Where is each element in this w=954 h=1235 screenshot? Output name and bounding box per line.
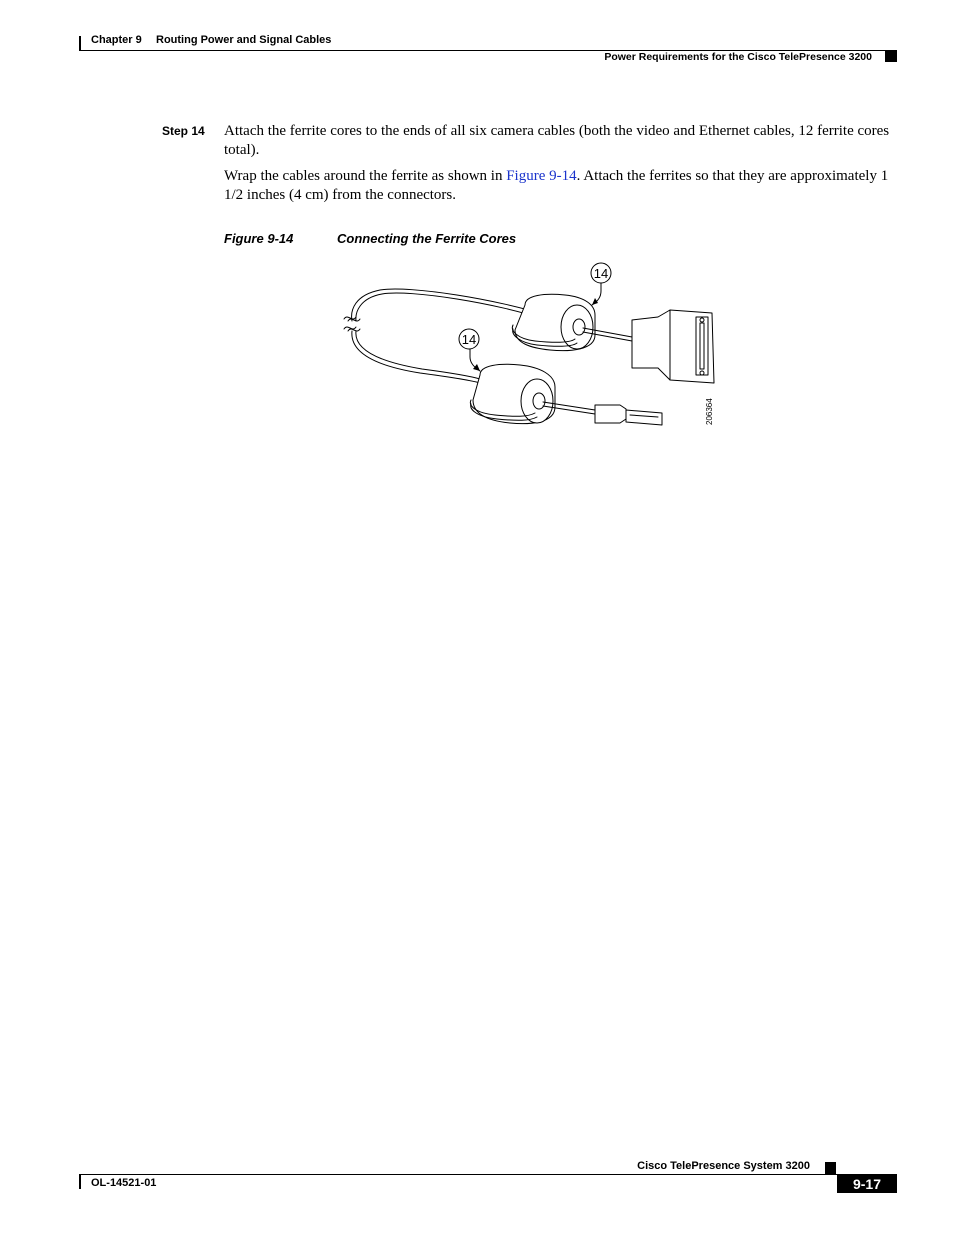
footer-page-number: 9-17	[837, 1175, 897, 1193]
header-left-bar	[79, 36, 81, 51]
footer-left-bar	[79, 1174, 81, 1189]
db-connector	[632, 310, 714, 383]
art-id: 206364	[705, 398, 714, 425]
footer-title: Cisco TelePresence System 3200	[637, 1160, 810, 1172]
header-block	[885, 51, 897, 62]
step-text: Attach the ferrite cores to the ends of all six camera cables (both the video and Ethernet cables, 12 ferrite cores total).	[224, 123, 890, 158]
lower-ferrite	[470, 364, 555, 423]
header-chapter-title: Routing Power and Signal Cables	[156, 34, 332, 46]
header-chapter: Chapter 9	[91, 34, 142, 46]
footer-block	[825, 1162, 836, 1174]
break-mark-bottom	[344, 327, 360, 331]
figure-link[interactable]: Figure 9-14	[506, 168, 577, 184]
step-label: Step 14	[162, 124, 205, 138]
callout-left-number: 14	[461, 332, 477, 347]
figure-label: Figure 9-14	[224, 231, 294, 246]
figure-title: Connecting the Ferrite Cores	[337, 231, 517, 246]
footer-rule	[79, 1174, 897, 1175]
header-section-title: Power Requirements for the Cisco TelePresence 3200	[604, 51, 872, 63]
ferrite-figure	[330, 255, 730, 435]
upper-ferrite	[512, 294, 595, 350]
callout-top-number: 14	[593, 266, 609, 281]
usb-connector	[595, 405, 662, 425]
footer-doc-id: OL-14521-01	[91, 1177, 157, 1189]
step-paragraph-2	[224, 167, 899, 205]
para2-before: Wrap the cables around the ferrite as shown in	[224, 168, 507, 184]
para2-after: . Attach the ferrites so that they are approximately 1 1/2 inches (4 cm) from the connectors.	[224, 168, 889, 203]
